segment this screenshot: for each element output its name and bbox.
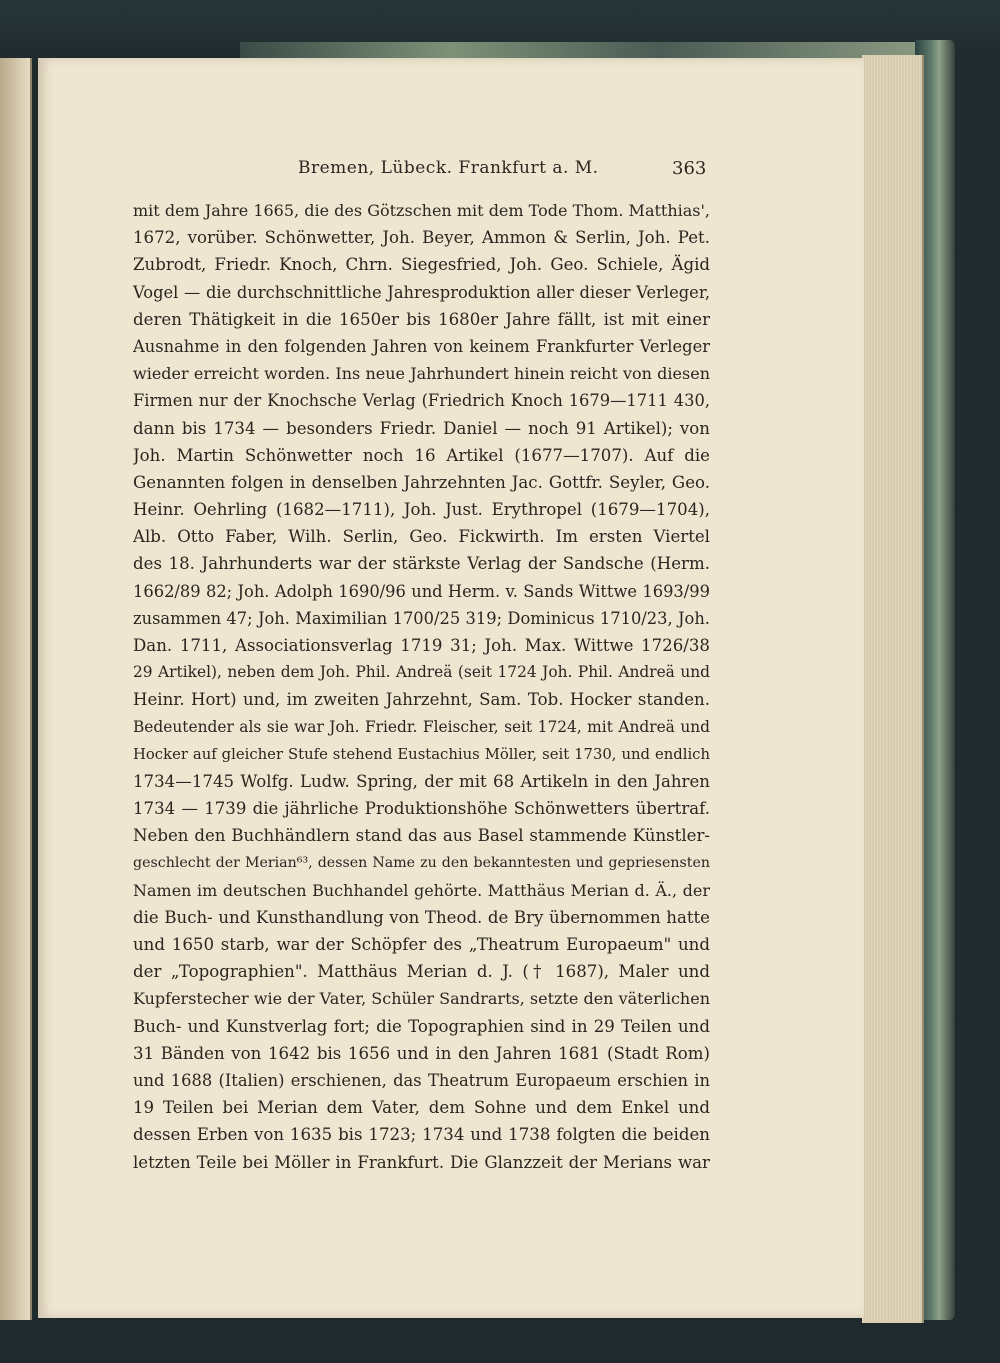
body-text bbox=[133, 197, 710, 1176]
text-line: und 1688 (Italien) erschienen, das Theatrum Europaeum erschien in bbox=[133, 1071, 710, 1090]
page-stack-edges bbox=[862, 55, 924, 1323]
text-line: dessen Erben von 1635 bis 1723; 1734 und 1738 folgten die beiden bbox=[133, 1125, 710, 1145]
page-number: 363 bbox=[672, 158, 707, 179]
text-line: der „Topographien". Matthäus Merian d. J. († 1687), Maler und bbox=[133, 962, 710, 982]
text-line: Genannten folgen in denselben Jahrzehnten Jac. Gottfr. Seyler, Geo. bbox=[133, 472, 710, 492]
text-line: letzten Teile bei Möller in Frankfurt. Die Glanzzeit der Merians war bbox=[133, 1152, 710, 1172]
text-line: 1734 — 1739 die jährliche Produktionshöhe Schönwetters übertraf. bbox=[133, 799, 710, 819]
text-line: dann bis 1734 — besonders Friedr. Daniel — noch 91 Artikel); von bbox=[133, 418, 710, 438]
text-line: wieder erreicht worden. Ins neue Jahrhundert hinein reicht von diesen bbox=[133, 364, 710, 384]
text-line: Zubrodt, Friedr. Knoch, Chrn. Siegesfried, Joh. Geo. Schiele, Ägid bbox=[133, 255, 710, 275]
text-line: 31 Bänden von 1642 bis 1656 und in den Jahren 1681 (Stadt Rom) bbox=[133, 1043, 710, 1063]
text-line: Neben den Buchhändlern stand das aus Basel stammende Künstler- bbox=[133, 826, 710, 846]
text-line: Hocker auf gleicher Stufe stehend Eustachius Möller, seit 1730, und endlich bbox=[133, 745, 710, 763]
running-head bbox=[38, 158, 864, 188]
text-line: zusammen 47; Joh. Maximilian 1700/25 319; Dominicus 1710/23, Joh. bbox=[133, 608, 710, 628]
text-line: Vogel — die durchschnittliche Jahresproduktion aller dieser Verleger, bbox=[133, 282, 710, 302]
text-line: Joh. Martin Schönwetter noch 16 Artikel (1677—1707). Auf die bbox=[133, 445, 710, 465]
text-line: Dan. 1711, Associationsverlag 1719 31; Joh. Max. Wittwe 1726/38 bbox=[133, 636, 710, 655]
text-line: und 1650 starb, war der Schöpfer des „Theatrum Europaeum" und bbox=[133, 935, 710, 955]
text-line: des 18. Jahrhunderts war der stärkste Verlag der Sandsche (Herm. bbox=[133, 554, 710, 574]
text-line: Buch- und Kunstverlag fort; die Topographien sind in 29 Teilen und bbox=[133, 1016, 710, 1036]
text-line: geschlecht der Merian⁶³, dessen Name zu den bekanntesten und gepriesensten bbox=[133, 854, 710, 871]
text-line: Bedeutender als sie war Joh. Friedr. Fleischer, seit 1724, mit Andreä und bbox=[133, 717, 710, 736]
text-line: mit dem Jahre 1665, die des Götzschen mit dem Tode Thom. Matthias', bbox=[133, 201, 710, 220]
text-line: Alb. Otto Faber, Wilh. Serlin, Geo. Fickwirth. Im ersten Viertel bbox=[133, 527, 710, 547]
text-line: Kupferstecher wie der Vater, Schüler Sandrarts, setzte den väterlichen bbox=[133, 989, 710, 1009]
text-line: 1672, vorüber. Schönwetter, Joh. Beyer, Ammon & Serlin, Joh. Pet. bbox=[133, 228, 710, 248]
running-head-title: Bremen, Lübeck. Frankfurt a. M. bbox=[298, 158, 599, 178]
text-line: Heinr. Hort) und, im zweiten Jahrzehnt, Sam. Tob. Hocker standen. bbox=[133, 690, 710, 710]
text-line: 29 Artikel), neben dem Joh. Phil. Andreä (seit 1724 Joh. Phil. Andreä und bbox=[133, 663, 710, 682]
text-line: 1662/89 82; Joh. Adolph 1690/96 und Herm. v. Sands Wittwe 1693/99 bbox=[133, 581, 710, 601]
text-line: Heinr. Oehrling (1682—1711), Joh. Just. Erythropel (1679—1704), bbox=[133, 500, 710, 520]
text-line: Namen im deutschen Buchhandel gehörte. Matthäus Merian d. Ä., der bbox=[133, 880, 710, 900]
facing-page-edge bbox=[0, 58, 32, 1320]
text-line: Firmen nur der Knochsche Verlag (Friedrich Knoch 1679—1711 430, bbox=[133, 391, 710, 411]
text-line: die Buch- und Kunsthandlung von Theod. de Bry übernommen hatte bbox=[133, 907, 710, 927]
text-line: deren Thätigkeit in die 1650er bis 1680er Jahre fällt, ist mit einer bbox=[133, 309, 710, 329]
text-line: Ausnahme in den folgenden Jahren von keinem Frankfurter Verleger bbox=[133, 336, 710, 356]
text-line: 1734—1745 Wolfg. Ludw. Spring, der mit 68 Artikeln in den Jahren bbox=[133, 771, 710, 791]
text-line: 19 Teilen bei Merian dem Vater, dem Sohne und dem Enkel und bbox=[133, 1098, 710, 1118]
